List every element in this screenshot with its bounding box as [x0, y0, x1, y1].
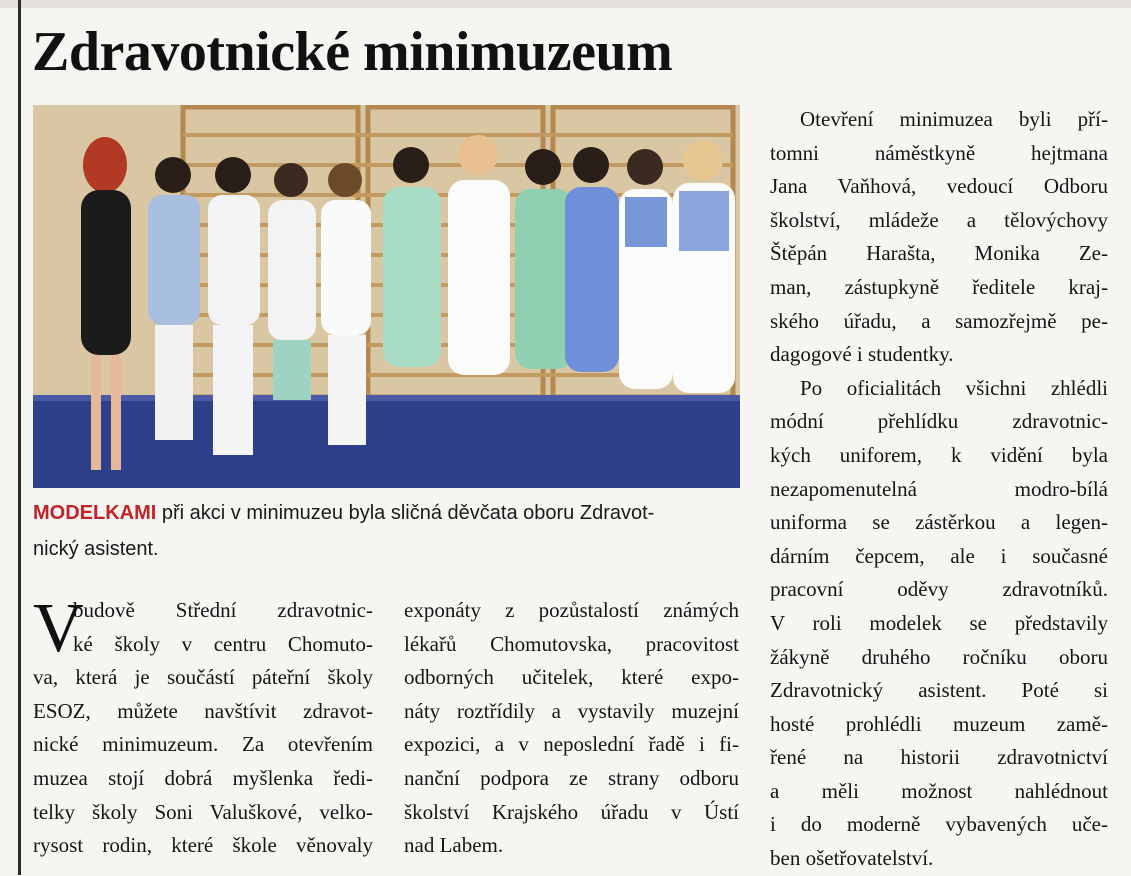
text-line: nické minimuzeum. Za otevřením	[33, 732, 373, 757]
text-line: Po oficialitách všichni zhlédli	[800, 375, 1108, 400]
text-line: expozici, a v neposlední řadě i fi-	[404, 732, 739, 757]
text-line: dagogové i studentky.	[770, 342, 954, 367]
text-line: man, zástupkyně ředitele kraj-	[770, 274, 1108, 299]
text-line: pracovní oděvy zdravotníků.	[770, 577, 1108, 602]
text-line: telky školy Soni Valuškové, velko-	[33, 799, 373, 824]
text-line: ského úřadu, a samozřejmě pe-	[770, 308, 1108, 333]
text-line: budově Střední zdravotnic-	[73, 598, 373, 622]
photo-caption	[33, 495, 738, 567]
text-line: odborných učitelek, které expo-	[404, 665, 739, 690]
text-line: a měli možnost nahlédnout	[770, 778, 1108, 803]
article-column-2	[404, 594, 739, 863]
text-line: kých uniforem, k vidění byla	[770, 442, 1108, 467]
article-column-1	[33, 590, 373, 863]
text-line: nad Labem.	[404, 833, 504, 858]
article-photo	[33, 105, 740, 488]
column-rule	[18, 0, 21, 875]
article-column-3	[770, 103, 1108, 876]
text-line: nanční podpora ze strany odboru	[404, 765, 739, 790]
text-line: exponáty z pozůstalostí známých	[404, 598, 739, 622]
article-headline: Zdravotnické minimuzeum	[32, 21, 673, 83]
text-line: uniforma se zástěrkou a legen-	[770, 510, 1108, 535]
caption-kicker: MODELKAMI	[33, 502, 157, 524]
text-line: V roli modelek se představily	[770, 610, 1108, 635]
text-line: hosté prohlédli muzeum zamě-	[770, 711, 1108, 736]
text-line: náty roztřídily a vystavily muzejní	[404, 698, 739, 723]
text-line: lékařů Chomutovska, pracovitost	[404, 631, 739, 656]
top-edge	[0, 0, 1131, 8]
text-line: řené na historii zdravotnictví	[770, 745, 1108, 770]
text-line: Zdravotnický asistent. Poté si	[770, 678, 1108, 703]
text-line: i do moderně vybavených uče-	[770, 812, 1108, 837]
text-line: va, která je součástí páteřní školy	[33, 665, 373, 690]
text-line: módní přehlídku zdravotnic-	[770, 409, 1108, 434]
text-line: tomni náměstkyně hejtmana	[770, 140, 1108, 165]
caption-text: při akci v minimuzeu byla sličná děvčata oboru Zdravot-	[156, 502, 655, 524]
caption-text-continued: nický asistent.	[33, 538, 159, 560]
text-line: Jana Vaňhová, vedoucí Odboru	[770, 174, 1108, 199]
text-line: Otevření minimuzea byli pří-	[800, 107, 1108, 131]
text-line: rysost rodin, které škole věnovaly	[33, 833, 373, 858]
text-line: Štěpán Harašta, Monika Ze-	[770, 241, 1108, 266]
text-line: školství, mládeže a tělovýchovy	[770, 207, 1108, 232]
text-line: nezapomenutelná modro-bílá	[770, 476, 1108, 501]
text-line: ESOZ, můžete navštívit zdravot-	[33, 698, 373, 723]
text-line: ben ošetřovatelství.	[770, 846, 934, 871]
text-line: ké školy v centru Chomuto-	[73, 631, 373, 656]
text-line: žákyně druhého ročníku oboru	[770, 644, 1108, 669]
drop-cap: V	[33, 590, 84, 667]
text-line: dárním čepcem, ale i současné	[770, 543, 1108, 568]
text-line: školství Krajského úřadu v Ústí	[404, 799, 739, 824]
text-line: muzea stojí dobrá myšlenka ředi-	[33, 765, 373, 790]
